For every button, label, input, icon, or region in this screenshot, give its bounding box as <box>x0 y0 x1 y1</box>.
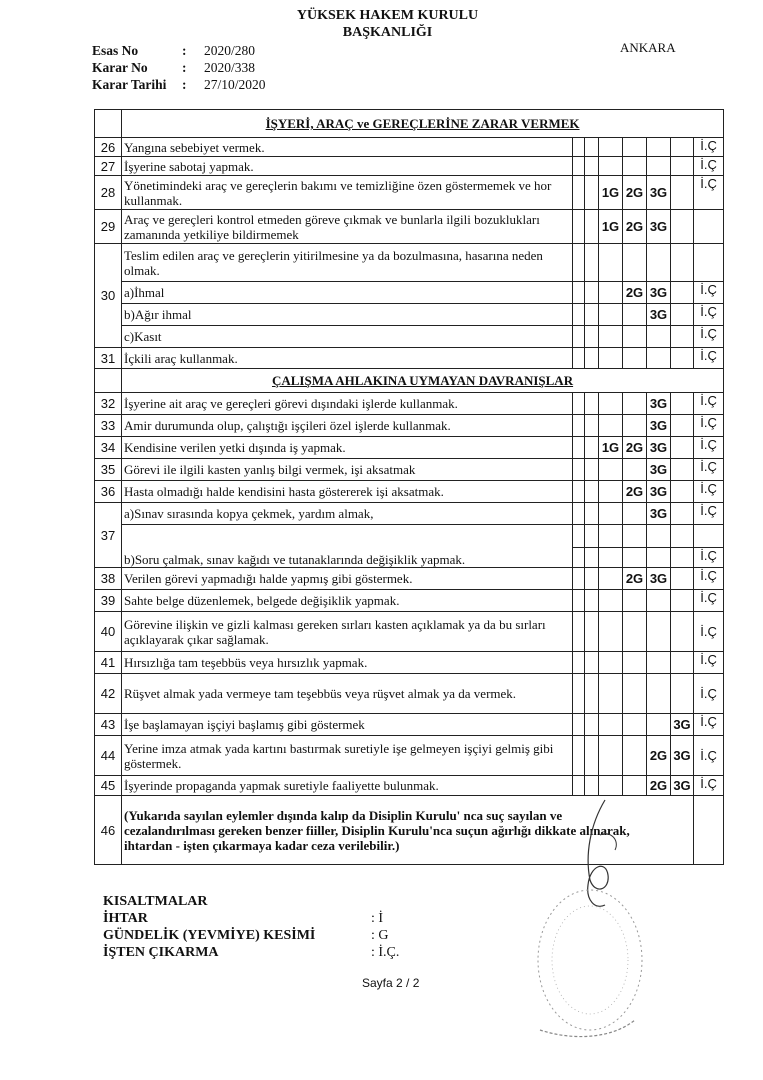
table-row <box>95 138 724 157</box>
table-row <box>95 348 724 369</box>
row-text: Görevine ilişkin ve gizli kalması gereken sırları kasten açıklamak ya da bu sırları açıklayarak çıkar sağlamak. <box>122 612 573 652</box>
subrow-text: c)Kasıt <box>122 326 573 348</box>
abbreviation-label: İŞTEN ÇIKARMA <box>103 945 219 960</box>
abbreviation-label: İHTAR <box>103 911 148 926</box>
penalty-3g: 3G <box>647 568 671 590</box>
row-number: 41 <box>95 652 122 674</box>
penalty-ic: İ.Ç <box>694 393 724 415</box>
row-text: Yangına sebebiyet vermek. <box>122 138 573 157</box>
header-title-line1: YÜKSEK HAKEM KURULU <box>296 8 479 23</box>
penalty-2g: 2G <box>623 282 647 304</box>
penalty-ic: İ.Ç <box>694 348 724 369</box>
subrow-text: a)Sınav sırasında kopya çekmek, yardım almak, <box>122 503 573 525</box>
table-row <box>95 157 724 176</box>
header-city: ANKARA <box>620 40 676 55</box>
penalty-ic: İ.Ç <box>694 326 724 348</box>
penalty-ic: İ.Ç <box>694 568 724 590</box>
penalty-3g: 3G <box>647 176 671 210</box>
penalty-ic: İ.Ç <box>694 138 724 157</box>
subrow-text: a)İhmal <box>122 282 573 304</box>
subrow-text: b)Ağır ihmal <box>122 304 573 326</box>
table-row <box>95 612 724 652</box>
meta-label: Esas No <box>92 43 139 58</box>
row-text: Sahte belge düzenlemek, belgede değişiklik yapmak. <box>122 590 573 612</box>
row-number: 46 <box>95 796 122 865</box>
penalty-ic: İ.Ç <box>694 415 724 437</box>
penalty-3g <box>647 157 671 176</box>
abbreviation-value: : İ.Ç. <box>371 945 400 960</box>
penalty-3g: 3G <box>671 736 694 776</box>
penalty-ic: İ.Ç <box>694 674 724 714</box>
penalty-ic: İ.Ç <box>694 157 724 176</box>
abbreviation-value: : İ <box>371 911 384 926</box>
table-subrow <box>95 548 724 568</box>
penalty-3g: 3G <box>647 503 671 525</box>
meta-colon: : <box>182 60 187 75</box>
row-number: 33 <box>95 415 122 437</box>
row-text: İşyerine sabotaj yapmak. <box>122 157 573 176</box>
penalty-ic: İ.Ç <box>694 776 724 796</box>
meta-label: Karar No <box>92 60 148 75</box>
abbreviation-value: : G <box>371 928 389 943</box>
penalty-ic: İ.Ç <box>694 612 724 652</box>
table-row <box>95 714 724 736</box>
subrow-text: b)Soru çalmak, sınav kağıdı ve tutanaklarında değişiklik yapmak. <box>122 548 573 568</box>
penalty-2g: 2G <box>623 481 647 503</box>
table-subrow <box>95 282 724 304</box>
penalty-ic: İ.Ç <box>694 548 724 568</box>
meta-colon: : <box>182 43 187 58</box>
abbreviations-title: KISALTMALAR <box>103 894 208 909</box>
discipline-table <box>94 109 724 865</box>
table-spacer-row <box>95 525 724 548</box>
meta-karar-no <box>92 60 255 76</box>
table-row <box>95 415 724 437</box>
meta-label: Karar Tarihi <box>92 77 167 92</box>
row-number: 27 <box>95 157 122 176</box>
row-text: Kendisine verilen yetki dışında iş yapmak. <box>122 437 573 459</box>
penalty-3g: 3G <box>647 282 671 304</box>
row-text: İçkili araç kullanmak. <box>122 348 573 369</box>
row-text: Hasta olmadığı halde kendisini hasta göstererek işi aksatmak. <box>122 481 573 503</box>
section-title: İŞYERİ, ARAÇ ve GEREÇLERİNE ZARAR VERMEK <box>122 110 724 138</box>
penalty-2g: 2G <box>623 210 647 244</box>
page-number: Sayfa 2 / 2 <box>362 976 420 990</box>
penalty-ic: İ.Ç <box>694 503 724 525</box>
abbreviation-label: GÜNDELİK (YEVMİYE) KESİMİ <box>103 928 316 943</box>
row-number: 36 <box>95 481 122 503</box>
section-row <box>95 110 724 138</box>
penalty-ic: İ.Ç <box>694 652 724 674</box>
row-number: 45 <box>95 776 122 796</box>
abbreviation-item <box>103 911 384 927</box>
row-number: 35 <box>95 459 122 481</box>
row-text: Rüşvet almak yada vermeye tam teşebbüs veya rüşvet almak ya da vermek. <box>122 674 573 714</box>
table-subrow <box>95 503 724 525</box>
row-number: 26 <box>95 138 122 157</box>
row-text: Yerine imza atmak yada kartını bastırmak suretiyle işe gelmeyen işçiyi gelmiş gibi göstermek. <box>122 736 573 776</box>
meta-value: 2020/280 <box>204 43 256 58</box>
table-row <box>95 736 724 776</box>
row-text: (Yukarıda sayılan eylemler dışında kalıp da Disiplin Kurulu' nca suç sayılan ve cezalandırılması gereken benzer fiiller, Disiplin Kurulu'nca suçun ağırlığı dikkate alınarak, ihtardan - işten çıkarmaya kadar ceza verilebilir.) <box>122 796 671 865</box>
penalty-ic <box>694 210 724 244</box>
row-text: Yönetimindeki araç ve gereçlerin bakımı ve temizliğine özen göstermemek ve hor kullanmak. <box>122 176 573 210</box>
penalty-ic: İ.Ç <box>694 282 724 304</box>
penalty-ic: İ.Ç <box>694 736 724 776</box>
meta-esas-no <box>92 43 255 59</box>
penalty-ic: İ.Ç <box>694 176 724 210</box>
penalty-ic: İ.Ç <box>694 459 724 481</box>
table-row <box>95 244 724 282</box>
penalty-3g: 3G <box>647 459 671 481</box>
row-number: 40 <box>95 612 122 652</box>
penalty-3g: 3G <box>647 210 671 244</box>
penalty-2g: 2G <box>623 437 647 459</box>
penalty-2g <box>623 138 647 157</box>
abbreviation-item <box>103 945 400 961</box>
row-text: İşyerinde propaganda yapmak suretiyle faaliyette bulunmak. <box>122 776 573 796</box>
row-number: 32 <box>95 393 122 415</box>
table-row <box>95 568 724 590</box>
penalty-2g: 2G <box>647 736 671 776</box>
penalty-1g <box>599 157 623 176</box>
table-row <box>95 437 724 459</box>
section-title: ÇALIŞMA AHLAKINA UYMAYAN DAVRANIŞLAR <box>122 369 724 393</box>
row-number: 28 <box>95 176 122 210</box>
penalty-1g: 1G <box>599 437 623 459</box>
row-number: 39 <box>95 590 122 612</box>
row-text: Hırsızlığa tam teşebbüs veya hırsızlık yapmak. <box>122 652 573 674</box>
penalty-1g: 1G <box>599 176 623 210</box>
penalty-3g: 3G <box>647 393 671 415</box>
table-row <box>95 776 724 796</box>
row-text: Amir durumunda olup, çalıştığı işçileri özel işlerde kullanmak. <box>122 415 573 437</box>
row-number: 37 <box>95 503 122 568</box>
penalty-ic: İ.Ç <box>694 437 724 459</box>
penalty-2g: 2G <box>623 568 647 590</box>
penalty-3g: 3G <box>647 304 671 326</box>
penalty-2g <box>623 157 647 176</box>
row-number: 43 <box>95 714 122 736</box>
row-number: 44 <box>95 736 122 776</box>
penalty-2g: 2G <box>623 176 647 210</box>
penalty-3g: 3G <box>671 714 694 736</box>
penalty-3g: 3G <box>647 415 671 437</box>
table-row <box>95 652 724 674</box>
table-row <box>95 674 724 714</box>
section-row <box>95 369 724 393</box>
row-number: 42 <box>95 674 122 714</box>
table-row <box>95 176 724 210</box>
table-row <box>95 459 724 481</box>
table-row <box>95 590 724 612</box>
penalty-1g <box>599 138 623 157</box>
row-text: Teslim edilen araç ve gereçlerin yitirilmesine ya da bozulmasına, hasarına neden olmak. <box>122 244 573 282</box>
table-row <box>95 393 724 415</box>
penalty-ic: İ.Ç <box>694 590 724 612</box>
row-text: İşe başlamayan işçiyi başlamış gibi göstermek <box>122 714 573 736</box>
penalty-2g: 2G <box>647 776 671 796</box>
penalty-3g: 3G <box>647 481 671 503</box>
table-subrow <box>95 326 724 348</box>
row-text: Araç ve gereçleri kontrol etmeden göreve çıkmak ve bunlarla ilgili bozuklukları zamanında yetkiliye bildirmemek <box>122 210 573 244</box>
row-number: 29 <box>95 210 122 244</box>
row-text: İşyerine ait araç ve gereçleri görevi dışındaki işlerde kullanmak. <box>122 393 573 415</box>
row-text: Verilen görevi yapmadığı halde yapmış gibi göstermek. <box>122 568 573 590</box>
abbreviation-item <box>103 928 389 944</box>
penalty-3g <box>647 138 671 157</box>
penalty-ic: İ.Ç <box>694 304 724 326</box>
meta-value: 27/10/2020 <box>204 77 266 92</box>
table-subrow <box>95 304 724 326</box>
penalty-ic: İ.Ç <box>694 714 724 736</box>
row-number: 30 <box>95 244 122 348</box>
table-row <box>95 210 724 244</box>
row-number: 31 <box>95 348 122 369</box>
row-number: 38 <box>95 568 122 590</box>
meta-value: 2020/338 <box>204 60 256 75</box>
penalty-3g: 3G <box>647 437 671 459</box>
meta-colon: : <box>182 77 187 92</box>
meta-karar-tarihi <box>92 77 266 93</box>
table-row <box>95 481 724 503</box>
row-number: 34 <box>95 437 122 459</box>
row-text: Görevi ile ilgili kasten yanlış bilgi vermek, işi aksatmak <box>122 459 573 481</box>
penalty-3g: 3G <box>671 776 694 796</box>
stamp-icon <box>520 880 650 1050</box>
header-title-line2: BAŞKANLIĞI <box>342 25 433 40</box>
penalty-ic: İ.Ç <box>694 481 724 503</box>
penalty-1g: 1G <box>599 210 623 244</box>
